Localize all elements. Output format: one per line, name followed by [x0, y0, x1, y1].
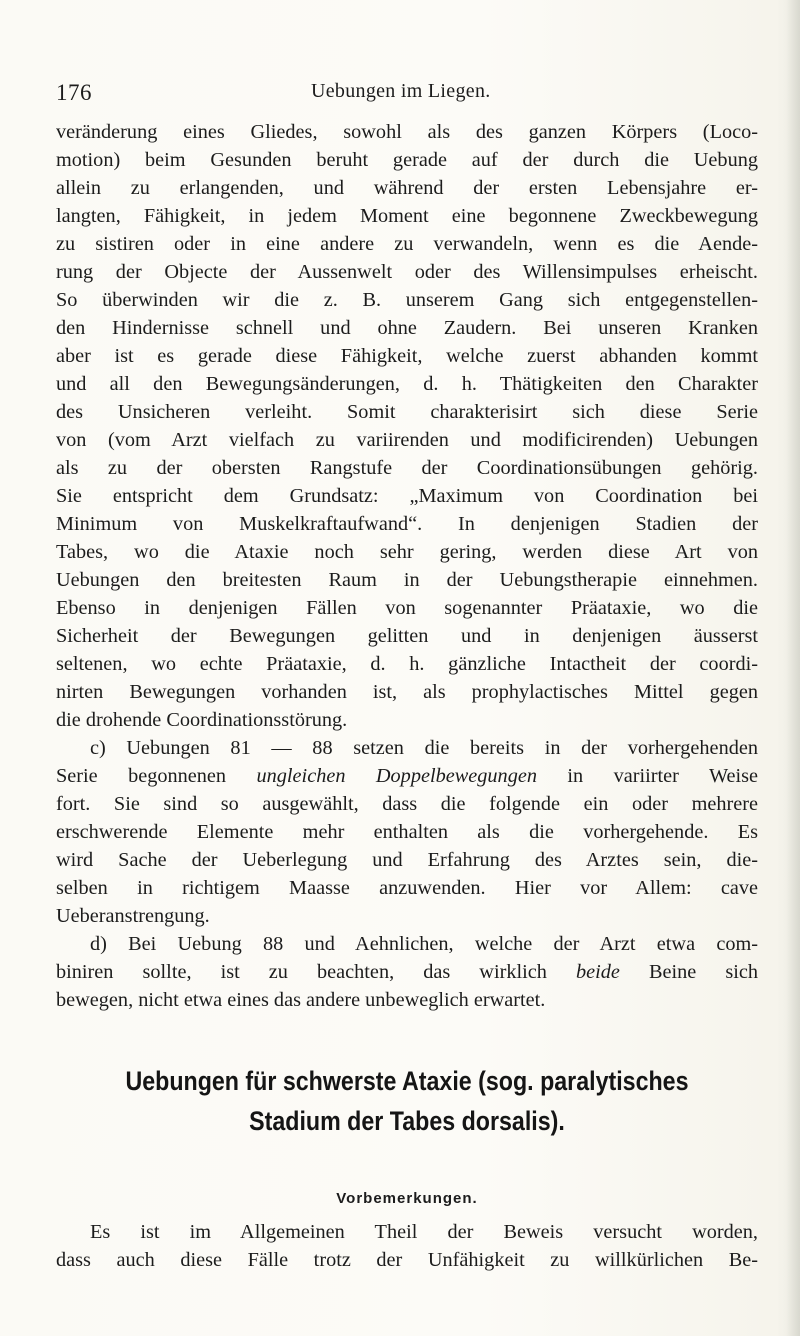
text-span: Serie begonnenen [56, 765, 257, 787]
italic-term: beide [575, 961, 620, 983]
text-line: als zu der obersten Rangstufe der Coordinationsübungen gehörig. [56, 457, 758, 479]
text-line: zu sistiren oder in eine andere zu verwandeln, wenn es die Aende- [56, 233, 758, 255]
section-title-line-2: Stadium der Tabes dorsalis). [249, 1106, 565, 1136]
paragraph-d-line: bewegen, nicht etwa eines das andere unbeweglich erwartet. [56, 989, 546, 1011]
text-line: Sicherheit der Bewegungen gelitten und in denjenigen äusserst [56, 625, 758, 647]
text-line: Ebenso in denjenigen Fällen von sogenannter Präataxie, wo die [56, 597, 758, 619]
paragraph-c-line: c) Uebungen 81 — 88 setzen die bereits in der vorhergehenden [90, 737, 758, 759]
paragraph-c-line: selben in richtigem Maasse anzuwenden. Hier vor Allem: cave [56, 877, 758, 899]
text-line: seltenen, wo echte Präataxie, d. h. gänzliche Intactheit der coordi- [56, 653, 758, 675]
text-line: langten, Fähigkeit, in jedem Moment eine begonnene Zweckbewegung [56, 205, 758, 227]
text-line: den Hindernisse schnell und ohne Zaudern. Bei unseren Kranken [56, 317, 758, 339]
subheading: Vorbemerkungen. [336, 1190, 478, 1207]
paragraph-c-line: Ueberanstrengung. [56, 905, 210, 927]
paragraph-c-line: wird Sache der Ueberlegung und Erfahrung des Arztes sein, die- [56, 849, 758, 871]
text-span: in variirter Weise [536, 765, 758, 787]
text-line: allein zu erlangenden, und während der ersten Lebensjahre er- [56, 177, 758, 199]
text-line: von (vom Arzt vielfach zu variirenden und modificirenden) Uebungen [56, 429, 758, 451]
text-line: die drohende Coordinationsstörung. [56, 709, 348, 731]
paragraph-d-line [56, 958, 758, 986]
paragraph-c-line: fort. Sie sind so ausgewählt, dass die folgende ein oder mehrere [56, 793, 758, 815]
paragraph-c-line: erschwerende Elemente mehr enthalten als die vorhergehende. Es [56, 821, 758, 843]
paragraph-c-line [56, 762, 758, 790]
text-line: und all den Bewegungsänderungen, d. h. Thätigkeiten den Charakter [56, 373, 758, 395]
italic-term: ungleichen Doppelbewegungen [256, 765, 537, 787]
text-line: motion) beim Gesunden beruht gerade auf der durch die Uebung [56, 149, 758, 171]
paragraph-d-line: d) Bei Uebung 88 und Aehnlichen, welche der Arzt etwa com- [90, 933, 758, 955]
section-title-line-1: Uebungen für schwerste Ataxie (sog. paralytisches [125, 1066, 689, 1096]
final-paragraph [56, 1218, 758, 1274]
text-line: Uebungen den breitesten Raum in der Uebungstherapie einnehmen. [56, 569, 758, 591]
main-text [56, 118, 758, 1014]
text-line: Minimum von Muskelkraftaufwand“. In denjenigen Stadien der [56, 513, 758, 535]
final-line: Es ist im Allgemeinen Theil der Beweis versucht worden, [90, 1221, 758, 1243]
text-line: rung der Objecte der Aussenwelt oder des Willensimpulses erheischt. [56, 261, 758, 283]
text-line: veränderung eines Gliedes, sowohl als des ganzen Körpers (Loco- [56, 121, 758, 143]
text-line: aber ist es gerade diese Fähigkeit, welche zuerst abhanden kommt [56, 345, 758, 367]
text-span: Beine sich [619, 961, 758, 983]
text-line: Tabes, wo die Ataxie noch sehr gering, werden diese Art von [56, 541, 758, 563]
running-head: Uebungen im Liegen. [311, 80, 491, 102]
text-line: So überwinden wir die z. B. unserem Gang sich entgegenstellen- [56, 289, 758, 311]
final-line: dass auch diese Fälle trotz der Unfähigkeit zu willkürlichen Be- [56, 1249, 758, 1271]
text-line: des Unsicheren verleiht. Somit charakterisirt sich diese Serie [56, 401, 758, 423]
text-span: biniren sollte, ist zu beachten, das wirklich [56, 961, 576, 983]
page-edge-shadow [786, 0, 800, 1336]
text-line: Sie entspricht dem Grundsatz: „Maximum von Coordination bei [56, 485, 758, 507]
text-line: nirten Bewegungen vorhanden ist, als prophylactisches Mittel gegen [56, 681, 758, 703]
page-header [56, 80, 758, 110]
page-number: 176 [56, 80, 92, 105]
